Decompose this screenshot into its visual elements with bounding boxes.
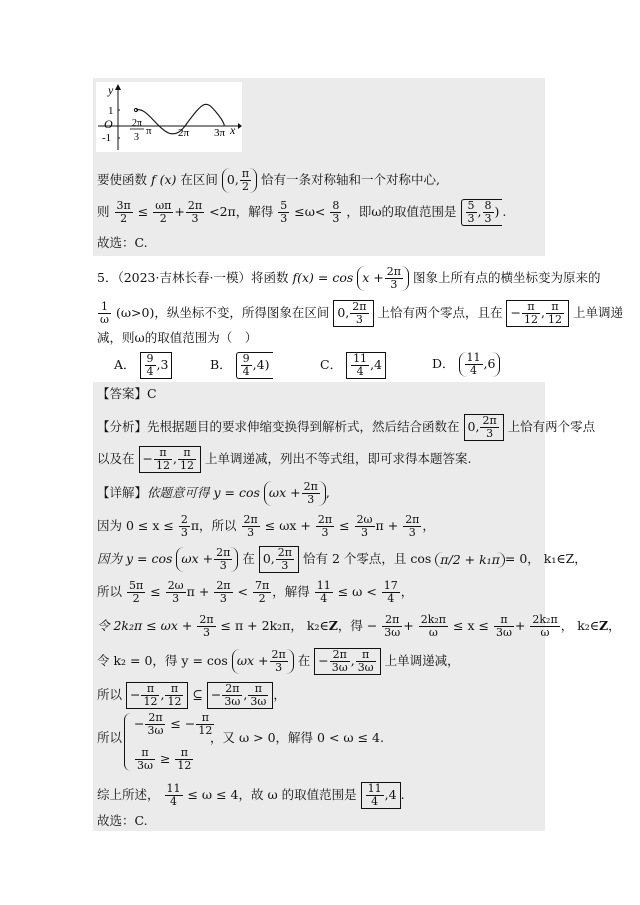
frac-den: 3	[390, 278, 398, 291]
detail-line-5	[97, 614, 621, 639]
frac-den: 12	[143, 695, 158, 708]
detail-4d: <	[237, 584, 249, 599]
frac-den: 12	[547, 313, 562, 326]
frac	[178, 447, 196, 472]
frac-num: 11	[166, 782, 181, 795]
frac-den: 4	[470, 364, 478, 377]
frac-num: π	[175, 747, 193, 760]
frac-den: 3	[219, 592, 227, 605]
frac-den: 3	[202, 626, 210, 639]
frac-num: 2π	[222, 683, 242, 696]
detail-3a: 因为 y = cos	[97, 551, 173, 566]
paren	[435, 552, 505, 568]
frac-3pi-2	[115, 200, 133, 225]
detail-5iz: Z	[599, 618, 609, 633]
answer-label: 【答案】C	[97, 386, 157, 401]
frac-num: 2π	[199, 613, 214, 626]
frac-num: 7π	[255, 579, 270, 592]
frac-num: 5	[467, 199, 475, 212]
detail-2f: ，	[422, 518, 435, 533]
detail-9b: ≤ ω ≤ 4，故 ω 的取值范围是	[187, 787, 357, 802]
frac	[242, 514, 260, 539]
frac-den: ω	[540, 626, 550, 639]
analysis-2b: 上单调递减，列出不等式组，即可求得本题答案.	[204, 451, 472, 466]
frac-den: 3	[355, 313, 363, 326]
prev-line1-b: 在区间	[180, 172, 218, 187]
detail-7a: 所以	[97, 687, 123, 702]
frac-num: 11	[353, 352, 368, 365]
detail-4c: π +	[186, 584, 210, 599]
frac-den: 3	[191, 212, 199, 225]
frac-num: 2π	[405, 513, 420, 526]
detail-6c: 上单调递减，	[384, 653, 460, 668]
frac-den: 2	[159, 212, 167, 225]
prev-line-2: 则 $\frac{3\pi}{2}$ ≤ $\frac{\omega\pi}{2}$ + $\frac{2\pi}{3}$ <2π，解得 $\frac{5}{3}$ ≤ω< $\frac{8}{3}$ ，即ω的取值范围是 $\frac{5}{3}$ , $\frac{8}{3}$ ) .	[97, 199, 507, 225]
frac-num: 1	[98, 301, 111, 314]
frac-num: 8	[332, 199, 340, 212]
frac-num: π	[196, 712, 214, 725]
frac-den: 2	[241, 180, 249, 193]
frac-den: 3	[172, 592, 180, 605]
option-frac	[351, 353, 369, 378]
frac-5-3	[278, 200, 289, 225]
frac-num: 5π	[129, 579, 144, 592]
question-source: （2023·吉林长春·一模）	[117, 270, 251, 285]
frac-den: 3ω	[224, 695, 241, 708]
inner: ωx +	[181, 551, 214, 566]
interval-frac	[240, 168, 251, 193]
frac-num: 2π	[216, 579, 231, 592]
frac-den: 3ω	[250, 695, 267, 708]
analysis-label: 【分析】	[97, 419, 148, 434]
graph-tick-1: 1	[108, 105, 114, 117]
question-line2-b: 上恰有两个零点，且在	[377, 305, 503, 320]
detail-5h: ，	[560, 618, 574, 633]
frac-num: π	[165, 683, 183, 696]
frac-den: 12	[155, 459, 170, 472]
frac-den: 3	[247, 526, 255, 539]
paren	[264, 481, 326, 506]
frac-num: π	[248, 683, 268, 696]
frac	[316, 514, 334, 539]
prev-line2-d: ≤ω<	[294, 204, 326, 219]
inner: π/2 + k₁π	[440, 551, 500, 567]
frac	[330, 649, 350, 674]
detail-7c: ，	[273, 687, 286, 702]
prev-line-3: 故选：C.	[97, 235, 148, 250]
range-b	[483, 200, 494, 225]
prev-interval	[222, 168, 257, 193]
frac	[530, 614, 559, 639]
frac	[214, 547, 232, 572]
frac-den: 12	[523, 313, 538, 326]
detail-1: 依题意可得 y = cos	[147, 485, 260, 500]
detail-line-8	[210, 730, 384, 746]
inner: ωx +	[236, 653, 269, 668]
paren	[232, 649, 294, 674]
frac	[355, 514, 375, 539]
frac	[494, 614, 514, 639]
frac	[197, 614, 215, 639]
detail-line-6	[97, 648, 460, 675]
frac	[419, 614, 448, 639]
question-line1-a: 将函数	[250, 270, 289, 285]
detail-line-10: 故选：C.	[97, 813, 148, 828]
detail-5d: ，得 −	[337, 618, 378, 633]
frac-den: 3	[219, 559, 227, 572]
range-end: 4	[388, 787, 397, 802]
frac-den: 3	[281, 559, 289, 572]
frac	[222, 683, 242, 708]
prev-line2-c: <2π，解得	[209, 204, 274, 219]
detail-3c: 恰有 2 个零点，且 cos	[302, 551, 432, 566]
prev-line1-c: 恰有一条对称轴和一个对称中心,	[261, 172, 441, 187]
frac-num: π	[178, 447, 196, 460]
frac-den: 12	[177, 759, 192, 772]
frac	[382, 614, 402, 639]
frac	[141, 683, 159, 708]
frac-num: 2	[180, 513, 188, 526]
prev-line2-b: ≤	[137, 204, 149, 219]
option-frac	[241, 353, 252, 378]
frac-num: 2π	[303, 480, 318, 493]
detail-2d: ≤	[339, 518, 350, 533]
frac	[356, 649, 376, 674]
analysis-1b: 上恰有两个零点	[507, 419, 596, 434]
frac-den: 2	[132, 592, 140, 605]
detail-8c: 0 < ω ≤ 4	[317, 730, 380, 745]
detail-8b: ，又 ω > 0，解得	[210, 730, 314, 745]
frac-den: 12	[198, 724, 213, 737]
system-row-2: $\frac{\pi}{3\omega}$ ≥ $\frac{\pi}{12}$	[137, 746, 192, 772]
frac-num: 5	[280, 199, 288, 212]
analysis-1: 先根据题目的要求伸缩变换得到解析式，然后结合函数在	[147, 419, 460, 434]
frac	[403, 514, 421, 539]
detail-6b: 在	[297, 653, 311, 668]
frac-den: 3ω	[495, 626, 512, 639]
frac-num: 2k₂π	[532, 613, 558, 626]
interval: − $\frac{2\pi}{3\omega}$ , $\frac{\pi}{3\omega}$	[207, 682, 273, 709]
detail-8d: .	[379, 730, 384, 745]
interval: − $\frac{\pi}{12}$ , $\frac{\pi}{12}$	[139, 446, 201, 473]
frac	[154, 447, 172, 472]
frac-den: 3	[332, 212, 340, 225]
frac-num: 2π	[482, 414, 497, 427]
detail-5c: k₂∈	[306, 618, 329, 633]
interval: $\frac{11}{4}$ ,4	[361, 782, 401, 809]
frac-den: 3	[275, 661, 283, 674]
graph-y-label: y	[108, 83, 114, 97]
detail-5f: ≤ x ≤	[453, 618, 489, 633]
detail-line-4	[97, 580, 413, 605]
frac-num: π	[135, 747, 155, 760]
question-fx: f(x) = cos	[292, 270, 354, 285]
frac-den: 3	[408, 526, 416, 539]
frac-den: 4	[387, 592, 395, 605]
interval: 0, $\frac{2\pi}{3}$	[259, 546, 299, 573]
detail-2b: π，所以	[190, 518, 237, 533]
frac-8-3	[330, 200, 341, 225]
frac-num: 2π	[352, 300, 367, 313]
frac-num: 3π	[116, 199, 131, 212]
graph-x-label: x	[230, 123, 236, 137]
frac	[165, 683, 183, 708]
frac-1-omega	[98, 301, 111, 326]
frac-den: 3ω	[331, 661, 348, 674]
detail-4f: ≤ ω <	[337, 584, 377, 599]
frac-den: 3	[180, 526, 188, 539]
frac-num: 17	[383, 579, 398, 592]
frac	[302, 481, 320, 506]
frac-den: 3	[361, 526, 369, 539]
option-b: 6	[487, 356, 496, 371]
frac-pi-12b	[546, 301, 564, 326]
option-interval: $\frac{11}{4}$ ,4	[346, 352, 386, 379]
detail-line-1: 【详解】依题意可得 y = cos ωx + $\frac{2\pi}{3}$ ,	[97, 480, 330, 506]
detail-6a: 令 k₂ = 0，得 y = cos	[97, 653, 228, 668]
frac-num: π	[522, 301, 540, 314]
frac	[270, 649, 288, 674]
option-key: A．	[114, 357, 136, 372]
frac-num: 2π	[277, 546, 292, 559]
frac-2pi-3	[186, 200, 204, 225]
prev-line2-e: ，即ω的取值范围是	[346, 204, 457, 219]
detail-5i: k₂∈	[577, 618, 600, 633]
frac-den: 4	[242, 365, 250, 378]
frac	[253, 580, 271, 605]
frac-num: 11	[367, 782, 382, 795]
frac-num: 2π	[271, 648, 286, 661]
graph-tick-neg1: -1	[102, 132, 112, 144]
frac-num: 2ω	[356, 513, 373, 526]
frac-den: 3ω	[137, 759, 153, 772]
frac	[276, 547, 294, 572]
frac	[127, 580, 145, 605]
frac-den: 4	[371, 795, 379, 808]
question-inner-paren	[357, 266, 409, 291]
detail-4e: ，解得	[272, 584, 310, 599]
detail-3b: 在	[242, 551, 255, 566]
frac	[366, 783, 384, 808]
detail-5b: ≤ π + 2k₂π，	[220, 618, 303, 633]
analysis-line-2	[97, 446, 471, 473]
frac-den: ω	[428, 626, 438, 639]
option-d[interactable]	[432, 352, 500, 377]
inner-x: x +	[362, 270, 384, 285]
detail-4b: ≤	[150, 584, 161, 599]
option-frac	[465, 352, 483, 377]
frac-den: 4	[170, 795, 177, 808]
frac-den: 12	[167, 695, 182, 708]
frac-den: 3ω	[147, 724, 164, 737]
frac-den: 3	[321, 526, 329, 539]
frac-den: 3ω	[384, 626, 401, 639]
frac-num: 2π	[187, 199, 203, 212]
option-key: B．	[210, 357, 232, 372]
detail-9c: .	[400, 787, 405, 802]
range-bracket: $\frac{5}{3}$ , $\frac{8}{3}$ )	[461, 199, 503, 226]
detail-line-8-label: 所以	[97, 730, 123, 745]
interval: − $\frac{\pi}{12}$ , $\frac{\pi}{12}$	[126, 682, 188, 709]
detail-5cz: Z	[328, 618, 338, 633]
detail-5a: 令 2k₂π ≤ ωx +	[97, 618, 193, 633]
frac-num: π	[154, 447, 172, 460]
frac	[315, 580, 333, 605]
monotone-interval: − $\frac{\pi}{12}$ , $\frac{\pi}{12}$	[506, 300, 568, 327]
question-line-2	[97, 300, 623, 327]
graph-xtick-2pi3-pi: π	[146, 125, 152, 137]
frac-num: π	[494, 614, 514, 627]
detail-label: 【详解】	[97, 485, 148, 500]
graph-xtick-2pi3-num: 2π	[132, 118, 143, 129]
prev-line1-f: f (x)	[151, 172, 177, 187]
frac-num: π	[241, 167, 250, 180]
frac-wpi-2	[153, 200, 173, 225]
frac-num: 2π	[382, 614, 402, 627]
frac	[175, 747, 193, 772]
detail-line-9	[97, 782, 405, 809]
frac-den: 2	[258, 592, 266, 605]
frac-den: 3	[307, 493, 315, 506]
frac-den: 3	[486, 427, 494, 440]
system-brace	[124, 713, 131, 771]
detail-3e: k₁∈Z，	[543, 551, 587, 566]
option-interval: $\frac{9}{4}$ ,3	[140, 352, 173, 379]
graph-xtick-2pi3-den: 3	[134, 132, 139, 143]
sine-graph	[96, 82, 242, 152]
frac	[382, 580, 400, 605]
detail-9a: 综上所述，	[97, 787, 160, 802]
option-b: 3	[160, 357, 169, 372]
detail-line-7	[97, 682, 286, 709]
frac	[214, 580, 232, 605]
graph-xtick-3pi: 3π	[214, 127, 226, 139]
question-line-3: 减，则ω的取值范围为（ ）	[97, 330, 258, 345]
frac-num: 2k₂π	[420, 613, 447, 626]
option-a[interactable]	[114, 352, 172, 379]
frac-num: 2π	[216, 546, 231, 559]
detail-4g: ，	[400, 584, 414, 599]
frac	[179, 514, 190, 539]
option-c[interactable]	[320, 352, 386, 379]
detail-4a: 所以	[97, 584, 123, 599]
option-b: 4	[256, 357, 265, 372]
detail-line-2	[97, 514, 435, 539]
frac-2pi-3	[385, 266, 403, 291]
frac	[135, 747, 155, 772]
frac	[480, 415, 498, 440]
frac-den: 2	[120, 212, 128, 225]
prev-line-1	[97, 168, 440, 193]
option-frac	[145, 353, 156, 378]
frac-den: 4	[320, 592, 328, 605]
zero-interval	[333, 300, 373, 327]
graph-xtick-2pi: 2π	[178, 127, 190, 139]
frac-num: 2π	[145, 712, 165, 725]
frac-num: π	[141, 683, 159, 696]
analysis-2a: 以及在	[97, 451, 135, 466]
inner: ωx +	[268, 485, 301, 500]
frac-den: 4	[146, 365, 154, 378]
frac-pi-12	[522, 301, 540, 326]
analysis-line-1	[97, 414, 595, 441]
graph-origin: O	[104, 117, 113, 131]
frac	[145, 712, 165, 737]
frac-num: 2π	[386, 265, 401, 278]
question-line2-a: (ω>0)，纵坐标不变，所得图象在区间	[115, 305, 330, 320]
frac-num: 2π	[330, 649, 350, 662]
frac-num: 11	[466, 351, 481, 364]
interval-start: 0,	[226, 172, 239, 187]
detail-5g: +	[514, 618, 526, 633]
option-key: C．	[320, 357, 343, 372]
frac-num: 9	[146, 352, 154, 365]
frac-den: 4	[356, 365, 364, 378]
interval: − $\frac{2\pi}{3\omega}$ , $\frac{\pi}{3\omega}$	[314, 648, 380, 675]
detail-2e: π +	[375, 518, 399, 533]
frac	[248, 683, 268, 708]
frac	[166, 580, 186, 605]
option-b[interactable]	[210, 352, 273, 379]
frac	[165, 783, 183, 808]
frac-den: 3	[280, 212, 288, 225]
interval: 0, $\frac{2\pi}{3}$	[464, 414, 504, 441]
frac-num: 2π	[317, 513, 333, 526]
question-line2-c: 上单调递	[572, 305, 623, 320]
detail-2a: 因为 0 ≤ x ≤	[97, 518, 174, 533]
frac-den: 3	[484, 212, 492, 225]
frac-num: 2ω	[167, 579, 184, 592]
question-line-1	[97, 266, 600, 291]
paren	[176, 547, 238, 572]
prev-line1-a: 要使函数	[97, 172, 148, 187]
option-interval: $\frac{9}{4}$ ,4)	[236, 352, 273, 379]
frac-den: ω	[100, 313, 109, 326]
detail-5j: ，	[608, 618, 621, 633]
detail-2c: ≤ ωx +	[264, 518, 311, 533]
frac-num: 9	[242, 352, 250, 365]
frac-den: 3	[467, 212, 475, 225]
detail-7b: ⊆	[192, 687, 203, 702]
frac-num: 8	[484, 199, 492, 212]
frac-den: 12	[179, 459, 194, 472]
system-row-1: − $\frac{2\pi}{3\omega}$ ≤ − $\frac{\pi}{12}$	[134, 711, 213, 737]
frac-num: 2π	[243, 513, 258, 526]
detail-line-3	[97, 546, 587, 573]
question-line1-b: 图象上所有点的横坐标变为原来的	[412, 270, 601, 285]
detail-3d: = 0，	[504, 551, 540, 566]
option-interval: $\frac{11}{4}$ ,6	[459, 352, 501, 377]
frac-num: π	[546, 301, 564, 314]
option-key: D．	[432, 356, 455, 371]
range-a	[466, 200, 477, 225]
prev-line2-a: 则	[97, 204, 110, 219]
interval-start: 0,	[337, 305, 350, 320]
frac-num: ωπ	[155, 199, 172, 212]
frac-2pi-3	[350, 301, 368, 326]
option-b: 4	[374, 357, 382, 372]
frac-num: π	[356, 649, 376, 662]
frac-num: 11	[316, 579, 331, 592]
detail-5e: +	[403, 618, 414, 633]
question-number: 5．	[97, 270, 118, 285]
frac-den: 3ω	[357, 661, 374, 674]
